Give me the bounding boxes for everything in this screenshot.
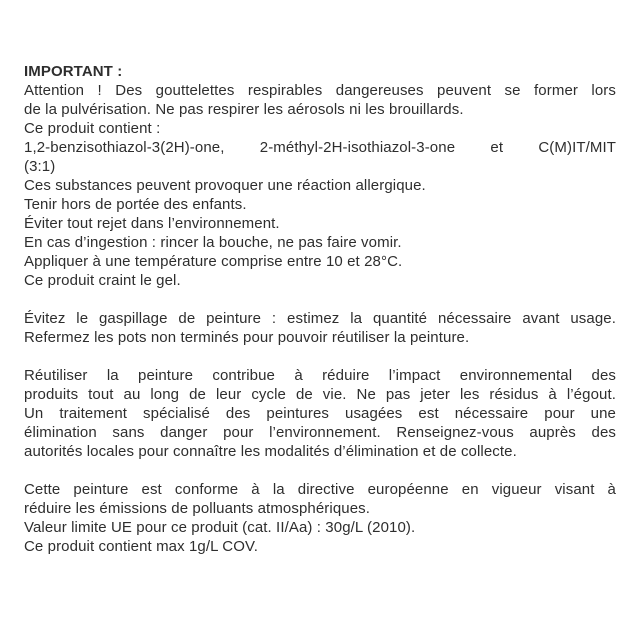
paragraph-block [24,366,616,461]
text-line: autorités locales pour connaître les modalités d’élimination et de collecte. [24,443,517,460]
heading-block [24,62,616,81]
text-line: produits tout au long de leur cycle de vie. Ne pas jeter les résidus à l’égout. [24,386,616,403]
paragraph-block [24,252,616,271]
text-line: Tenir hors de portée des enfants. [24,196,247,213]
paragraph-block [24,480,616,518]
text-line: de la pulvérisation. Ne pas respirer les aérosols ni les brouillards. [24,101,464,118]
text-line: Un traitement spécialisé des peintures usagées est nécessaire pour une [24,405,616,422]
text-line: réduire les émissions de polluants atmosphériques. [24,500,371,517]
paragraph-block [24,138,616,176]
paragraph-block [24,518,616,537]
text-line: En cas d’ingestion : rincer la bouche, ne pas faire vomir. [24,234,402,251]
paragraph-block [24,537,616,556]
text-line: Ce produit craint le gel. [24,272,181,289]
paragraph-block [24,233,616,252]
heading-text: IMPORTANT : [24,63,123,80]
text-line: (3:1) [24,158,56,175]
paragraph-block [24,119,616,138]
text-line: Valeur limite UE pour ce produit (cat. II/Aa) : 30g/L (2010). [24,519,416,536]
text-line: Ces substances peuvent provoquer une réaction allergique. [24,177,426,194]
text-line: Ce produit contient : [24,120,161,137]
text-line: Évitez le gaspillage de peinture : estimez la quantité nécessaire avant usage. [24,310,616,327]
paragraph-block [24,271,616,290]
paragraph-block [24,214,616,233]
text-line: 1,2-benzisothiazol-3(2H)-one, 2-méthyl-2H-isothiazol-3-one et C(M)IT/MIT [24,139,616,156]
paragraph-block [24,176,616,195]
text-line: Attention ! Des gouttelettes respirables dangereuses peuvent se former lors [24,82,616,99]
paragraph-block [24,195,616,214]
paragraph-block [24,309,616,347]
text-line: Réutiliser la peinture contribue à réduire l’impact environnemental des [24,367,616,384]
text-line: Appliquer à une température comprise entre 10 et 28°C. [24,253,403,270]
text-line: élimination sans danger pour l’environnement. Renseignez-vous auprès des [24,424,616,441]
text-line: Ce produit contient max 1g/L COV. [24,538,258,555]
text-line: Cette peinture est conforme à la directive européenne en vigueur visant à [24,481,616,498]
paragraph-block [24,81,616,119]
text-line: Refermez les pots non terminés pour pouvoir réutiliser la peinture. [24,329,470,346]
text-line: Éviter tout rejet dans l’environnement. [24,215,280,232]
